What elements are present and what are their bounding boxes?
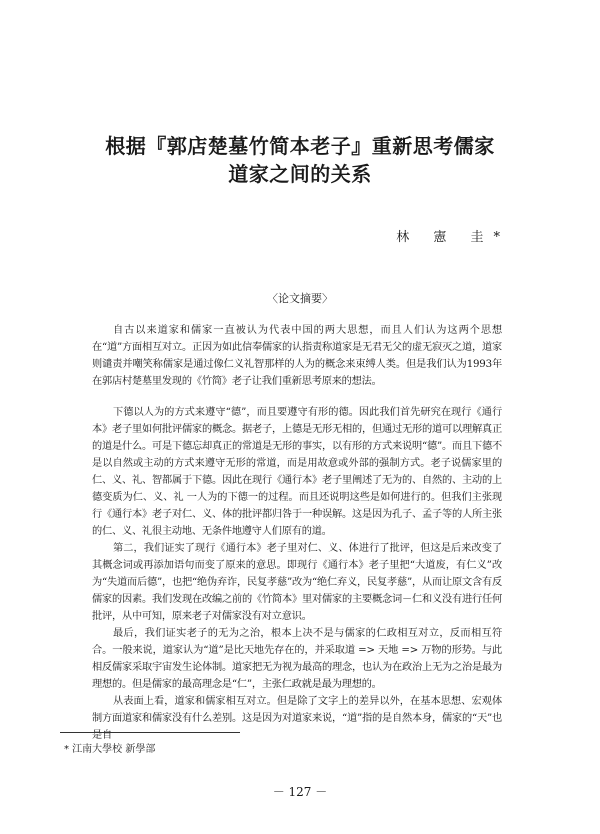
paragraph-2: 下德以人为的方式来遵守“德”，而且要遵守有形的德。因此我们首先研究在现行《通行本》老子里如何批评儒家的概念。据老子，上德是无形无相的，但通过无形的道可以理解真正的道是什么。可是下德忘却真正的常道是无形的事实，以有形的方式来说明“德”。而且下德不是以自然或主动的方式来遵守无形的常道，而是用故意或外部的强制方式。老子说儒家里的仁、义、礼、智都属于下德。因此在现行《通行本》老子里阐述了无为的、自然的、主动的上德变质为仁、义、礼 一人为的下德一的过程。而且还说明这些是如何进行的。但我们主张现行《通行本》老子对仁、义、体的批评都归咎于一种误解。这是因为孔子、孟子等的人所主张的仁、义、礼很主动地、无条件地遵守人们原有的道。 (92, 407, 502, 537)
author-name: 林 憲 圭* (396, 230, 510, 245)
paragraph-4: 最后，我们证实老子的无为之治，根本上决不是与儒家的仁政相互对立，反而相互符合。一般来说，道家认为“道”是比天地先存在的，并采取道 => 天地 => 万物的形势。与此相反儒家采取宇宙发生论体制。道家把无为视为最高的理念，也认为在政治上无为之治是最为理想的。但是儒家的最高理念是“仁”，主张仁政就是最为理想的。 (92, 628, 502, 690)
footnote-divider (60, 732, 240, 733)
paragraph-1: 自古以来道家和儒家一直被认为代表中国的两大思想，而且人们认为这两个思想在“道”方面相互对立。正因为如此信奉儒家的认指责称道家是无君无父的虚无寂灭之道，道家则谴责并嘲笑称儒家是通过像仁义礼智那样的人为的概念来束缚人类。但是我们认为1993年在郭店村楚墓里发现的《竹简》老子让我们重新思考原来的想法。 (92, 325, 502, 387)
footnote-affiliation: * 江南大學校 新學部 (64, 744, 156, 755)
abstract-body (92, 322, 502, 744)
title-line-1: 根据『郭店楚墓竹简本老子』重新思考儒家 (105, 134, 495, 158)
paragraph-3: 第二，我们证实了现行《通行本》老子里对仁、义、体进行了批评，但这是后来改变了其概念词或再添加语句而变了原来的意思。即现行《通行本》老子里把“大道废，有仁义”改为“失道而后德”，也把“绝伪弃诈，民复孝慈”改为“绝仁弃义，民复孝慈”，从而让原文含有反儒家的因素。我们发现在改编之前的《竹简本》里对儒家的主要概念词－仁和义没有进行任何批评，从中可知，原来老子对儒家没有对立意识。 (92, 543, 502, 622)
page-number: － 127 － (272, 785, 328, 799)
abstract-heading: 〈论文摘要〉 (267, 292, 333, 305)
title-line-2: 道家之间的关系 (228, 162, 372, 186)
paragraph-5: 从表面上看，道家和儒家相互对立。但是除了文字上的差异以外，在基本思想、宏观体制方面道家和儒家没有什么差别。这是因为对道家来说，“道”指的是自然本身，儒家的“天”也是自 (92, 696, 502, 741)
